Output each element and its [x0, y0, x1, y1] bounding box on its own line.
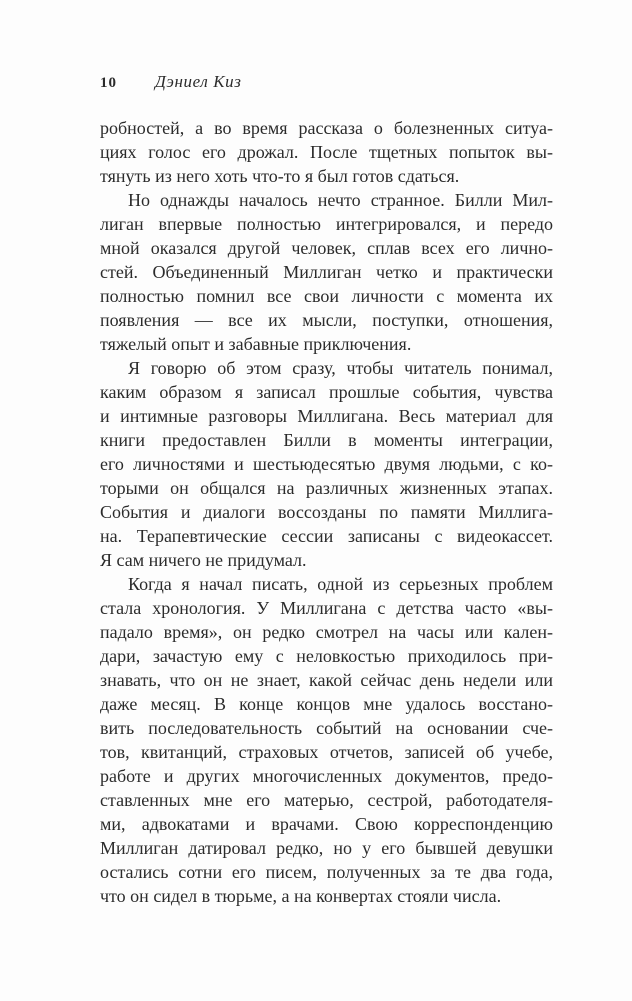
text-line: работе и других многочисленных документов, предо-	[100, 766, 553, 786]
text-line: ставленных мне его матерью, сестрой, работодателя-	[100, 790, 553, 810]
text-line: и интимные разговоры Миллигана. Весь материал для	[100, 406, 553, 426]
text-line: вить последовательность событий на основании сче-	[100, 718, 553, 738]
text-line: даже месяц. В конце концов мне удалось восстано-	[100, 694, 553, 714]
text-line: циях голос его дрожал. После тщетных попыток вы-	[100, 142, 553, 162]
text-line: его личностями и шестьюдесятью двумя людьми, с ко-	[100, 454, 553, 474]
text-line: торыми он общался на различных жизненных этапах.	[100, 478, 553, 498]
text-line: падало время», он редко смотрел на часы или кален-	[100, 622, 553, 642]
text-line: что он сидел в тюрьме, а на конвертах стояли числа.	[100, 886, 502, 906]
page-header	[100, 72, 553, 92]
text-line: тов, квитанций, страховых отчетов, записей об учебе,	[100, 742, 553, 762]
text-line: тянуть из него хоть что-то я был готов сдаться.	[100, 166, 460, 186]
text-line: дари, зачастую ему с неловкостью приходилось при-	[100, 646, 553, 666]
text-line: робностей, а во время рассказа о болезненных ситуа-	[100, 118, 553, 138]
text-line: книги предоставлен Билли в моменты интеграции,	[100, 430, 553, 450]
text-line: лиган впервые полностью интегрировался, и передо	[100, 214, 553, 234]
text-line: Но однажды началось нечто странное. Билли Мил-	[128, 190, 553, 210]
text-line: стей. Объединенный Миллиган четко и практически	[100, 262, 553, 282]
text-line: появления — все их мысли, поступки, отношения,	[100, 310, 553, 330]
text-line: Миллиган датировал редко, но у его бывшей девушки	[100, 838, 553, 858]
text-line: полностью помнил все свои личности с момента их	[100, 286, 553, 306]
running-head-author: Дэниел Киз	[155, 72, 242, 91]
page-number: 10	[100, 75, 117, 91]
text-line: Когда я начал писать, одной из серьезных проблем	[128, 574, 553, 594]
text-line: мной оказался другой человек, сплав всех его лично-	[100, 238, 553, 258]
body-text	[100, 116, 553, 908]
text-line: Я сам ничего не придумал.	[100, 550, 307, 570]
text-line: События и диалоги воссозданы по памяти Миллига-	[100, 502, 553, 522]
text-line: знавать, что он не знает, какой сейчас день недели или	[100, 670, 553, 690]
text-line: остались сотни его писем, полученных за те два года,	[100, 862, 553, 882]
text-line: стала хронология. У Миллигана с детства часто «вы-	[100, 598, 553, 618]
text-line: на. Терапевтические сессии записаны с видеокассет.	[100, 526, 553, 546]
text-line: тяжелый опыт и забавные приключения.	[100, 334, 412, 354]
text-line: каким образом я записал прошлые события, чувства	[100, 382, 553, 402]
text-line: ми, адвокатами и врачами. Свою корреспонденцию	[100, 814, 553, 834]
text-line: Я говорю об этом сразу, чтобы читатель понимал,	[128, 358, 553, 378]
